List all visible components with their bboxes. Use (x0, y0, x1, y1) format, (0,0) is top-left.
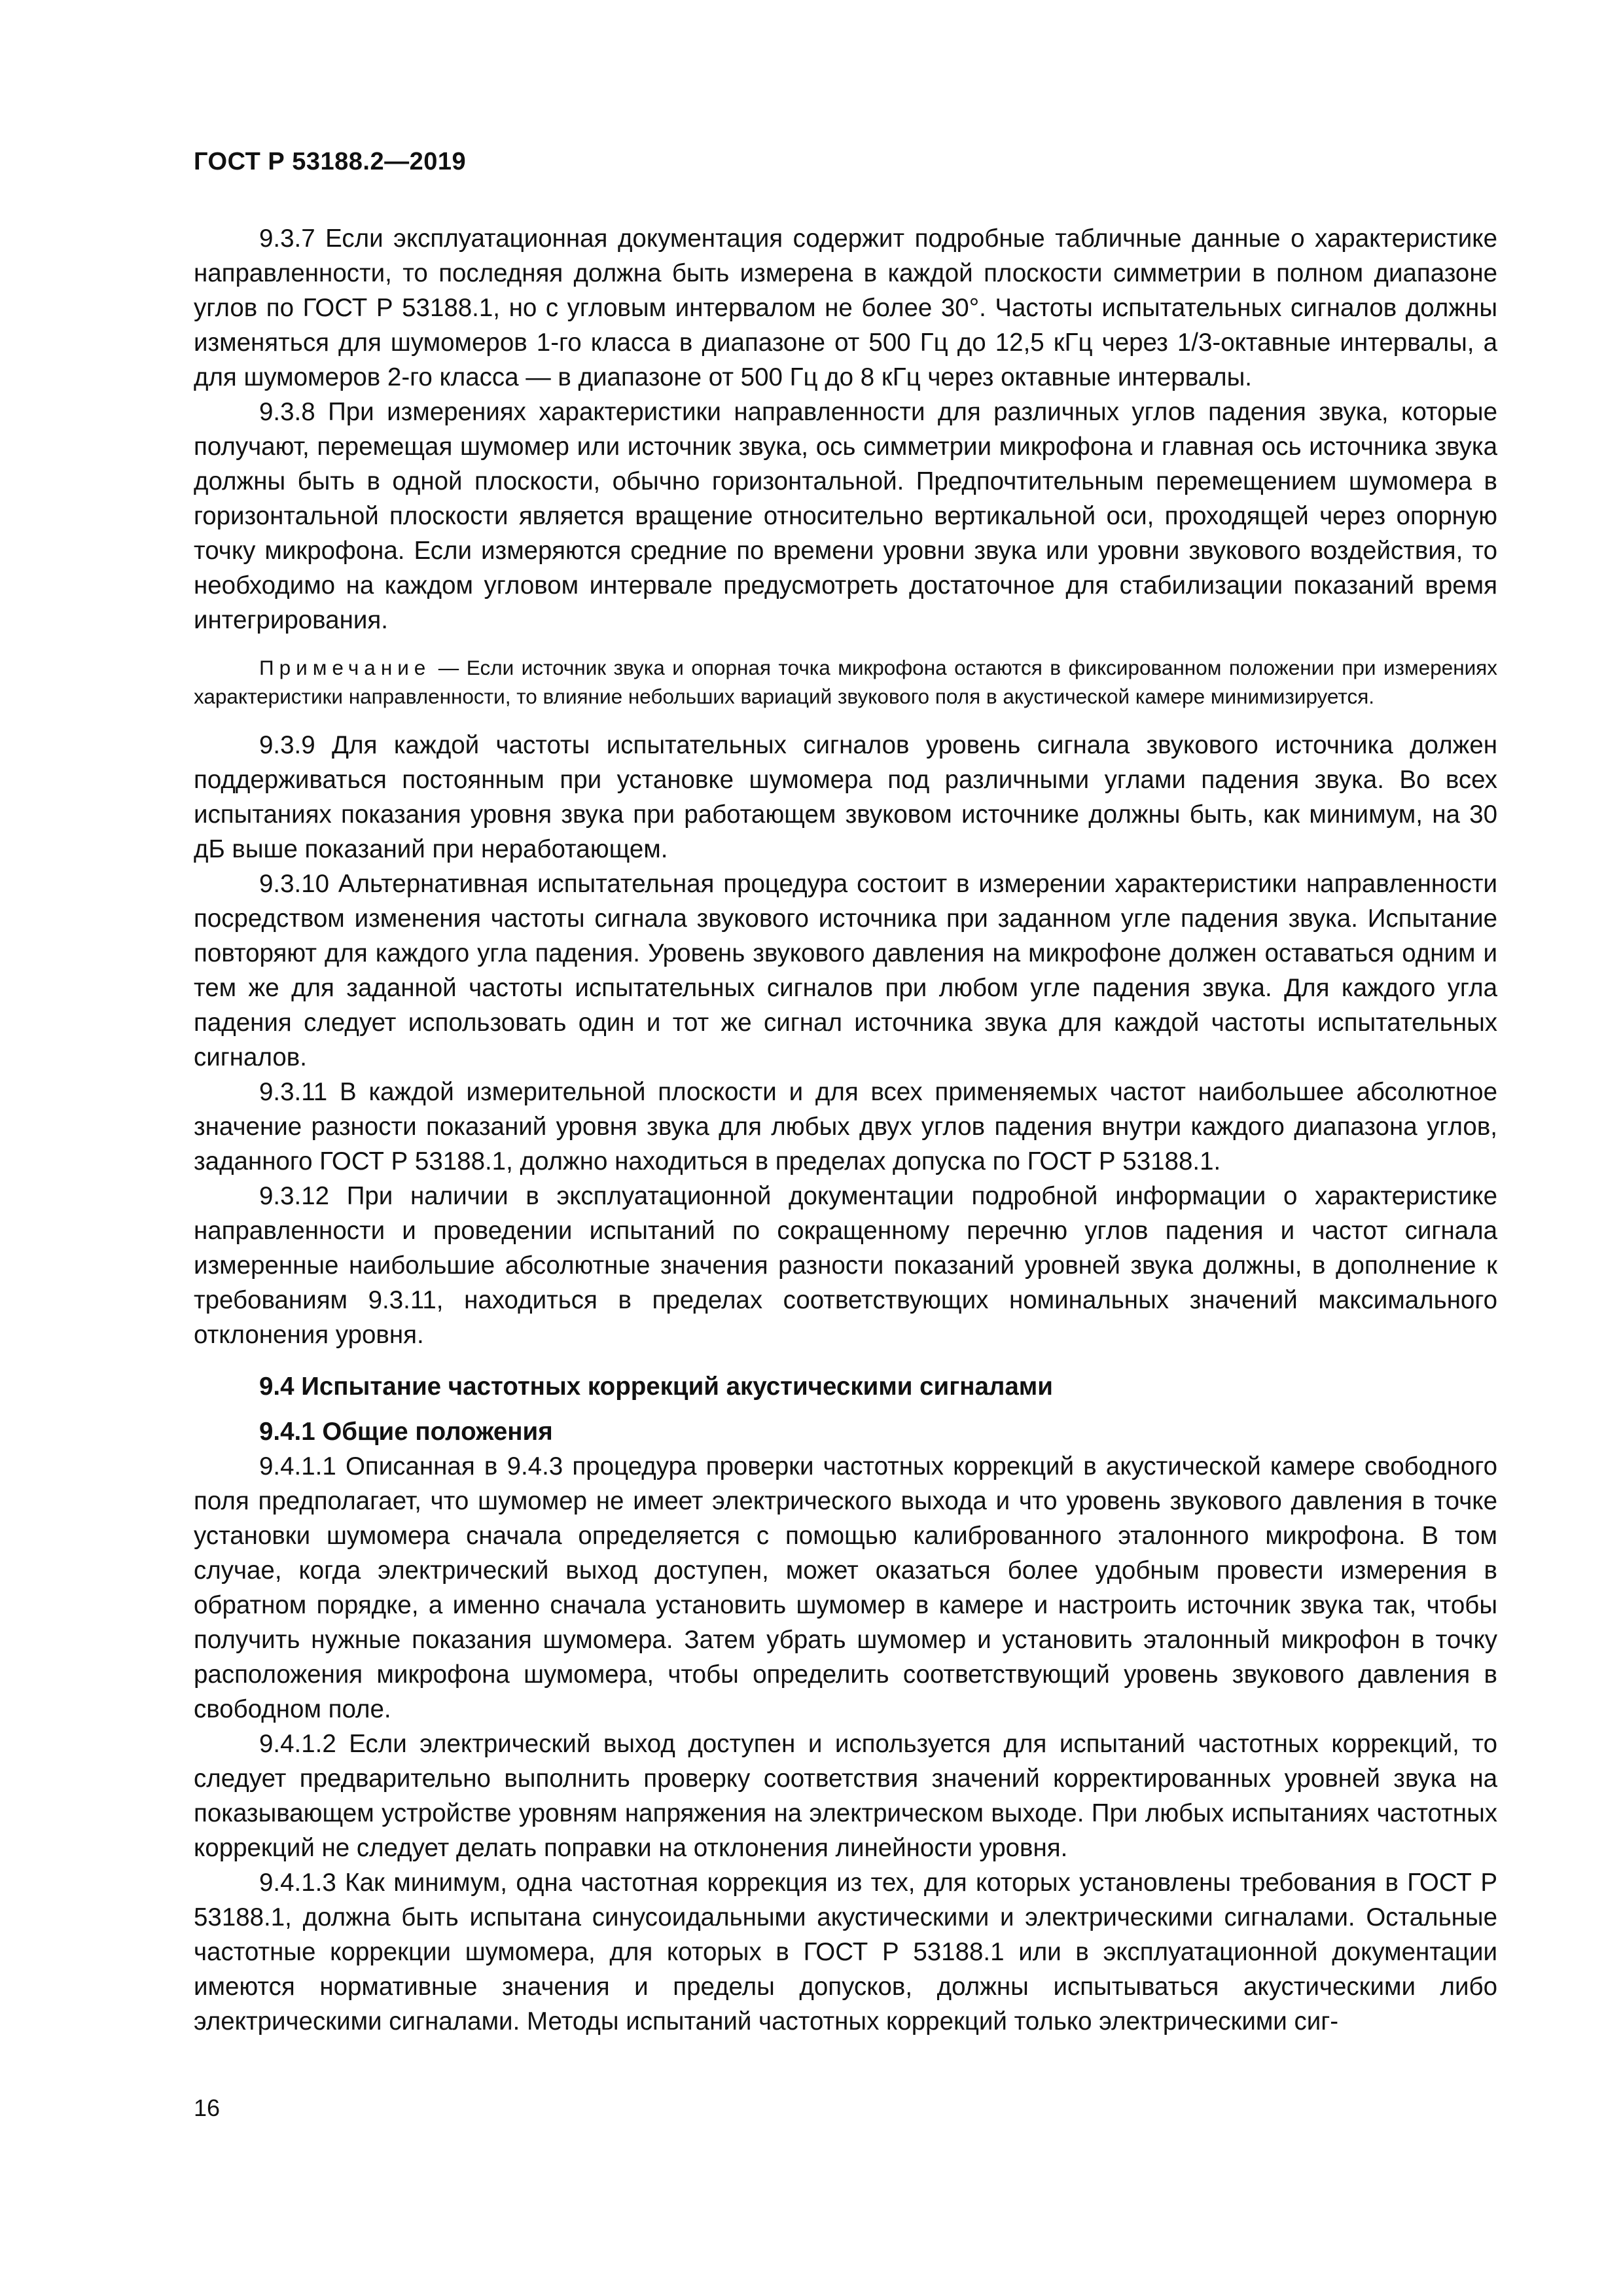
note-text: — Если источник звука и опорная точка микрофона остаются в фиксированном положении при измерениях характеристики направленности, то влияние небольших вариаций звукового поля в акустической камере минимизируется. (194, 656, 1497, 708)
paragraph-9-3-10: 9.3.10 Альтернативная испытательная процедура состоит в измерении характеристики направленности посредством изменения частоты сигнала звукового источника при заданном угле падения звука. Испытание повторяют для каждого угла падения. Уровень звукового давления на микрофоне должен оставаться одним и тем же для заданной частоты испытательных сигналов при любом угле падения звука. Для каждого угла падения следует использовать один и тот же сигнал источника звука для каждой частоты испытательных сигналов. (194, 870, 1497, 1071)
paragraph-9-3-8: 9.3.8 При измерениях характеристики направленности для различных углов падения звука, которые получают, перемещая шумомер или источник звука, ось симметрии микрофона и главная ось источника звука должны быть в одной плоскости, обычно горизонтальной. Предпочтительным перемещением шумомера в горизонтальной плоскости является вращение относительно вертикальной оси, проходящей через опорную точку микрофона. Если измеряются средние по времени уровни звука или уровни звукового воздействия, то необходимо на каждом угловом интервале предусмотреть достаточное для стабилизации показаний время интегрирования. (194, 398, 1497, 634)
paragraph-9-3-11: 9.3.11 В каждой измерительной плоскости и для всех применяемых частот наибольшее абсолютное значение разности показаний уровня звука для любых двух углов падения внутри каждого диапазона углов, заданного ГОСТ Р 53188.1, должно находиться в пределах допуска по ГОСТ Р 53188.1. (194, 1078, 1497, 1175)
page-number: 16 (194, 2094, 221, 2121)
paragraph-9-4-1-2: 9.4.1.2 Если электрический выход доступен и используется для испытаний частотных коррекций, то следует предварительно выполнить проверку соответствия значений корректированных уровней звука на показывающем устройстве уровням напряжения на электрическом выходе. При любых испытаниях частотных коррекций не следует делать поправки на отклонения линейности уровня. (194, 1730, 1497, 1862)
paragraph-9-3-12: 9.3.12 При наличии в эксплуатационной документации подробной информации о характеристике направленности и проведении испытаний по сокращенному перечню углов падения и частот сигнала измеренные наибольшие абсолютные значения разности показаний уровней звука должны, в дополнение к требованиям 9.3.11, находиться в пределах соответствующих номинальных значений максимального отклонения уровня. (194, 1182, 1497, 1349)
document-header: ГОСТ Р 53188.2—2019 (194, 148, 467, 175)
paragraph-9-4-1-3: 9.4.1.3 Как минимум, одна частотная коррекция из тех, для которых установлены требования в ГОСТ Р 53188.1, должна быть испытана синусоидальными акустическими и электрическими сигналами. Остальные частотные коррекции шумомера, для которых в ГОСТ Р 53188.1 или в эксплуатационной документации имеются нормативные значения и пределы допусков, должны испытываться акустическими либо электрическими сигналами. Методы испытаний частотных коррекций только электрическими сиг- (194, 1869, 1497, 2036)
heading-9-4: 9.4 Испытание частотных коррекций акустическими сигналами (259, 1372, 1053, 1401)
document-body (194, 221, 1497, 2039)
heading-9-4-1: 9.4.1 Общие положения (259, 1418, 553, 1446)
paragraph-9-3-7: 9.3.7 Если эксплуатационная документация содержит подробные табличные данные о характеристике направленности, то последняя должна быть измерена в каждой плоскости симметрии в полном диапазоне углов по ГОСТ Р 53188.1, но с угловым интервалом не более 30°. Частоты испытательных сигналов должны изменяться для шумомеров 1-го класса в диапазоне от 500 Гц до 12,5 кГц через 1/3-октавные интервалы, а для шумомеров 2-го класса — в диапазоне от 500 Гц до 8 кГц через октавные интервалы. (194, 224, 1497, 391)
note (194, 653, 1497, 711)
paragraph-9-3-9: 9.3.9 Для каждой частоты испытательных сигналов уровень сигнала звукового источника должен поддерживаться постоянным при установке шумомера под различными углами падения звука. Во всех испытаниях показания уровня звука при работающем звуковом источнике должны быть, как минимум, на 30 дБ выше показаний при неработающем. (194, 731, 1497, 863)
paragraph-9-4-1-1: 9.4.1.1 Описанная в 9.4.3 процедура проверки частотных коррекций в акустической камере свободного поля предполагает, что шумомер не имеет электрического выхода и что уровень звукового давления в точке установки шумомера сначала определяется с помощью калиброванного эталонного микрофона. В том случае, когда электрический выход доступен, может оказаться более удобным провести измерения в обратном порядке, а именно сначала установить шумомер в камере и настроить источник звука так, чтобы получить нужные показания шумомера. Затем убрать шумомер и установить эталонный микрофон в точку расположения микрофона шумомера, чтобы определить соответствующий уровень звукового давления в свободном поле. (194, 1452, 1497, 1723)
note-label: Примечание (259, 656, 431, 679)
